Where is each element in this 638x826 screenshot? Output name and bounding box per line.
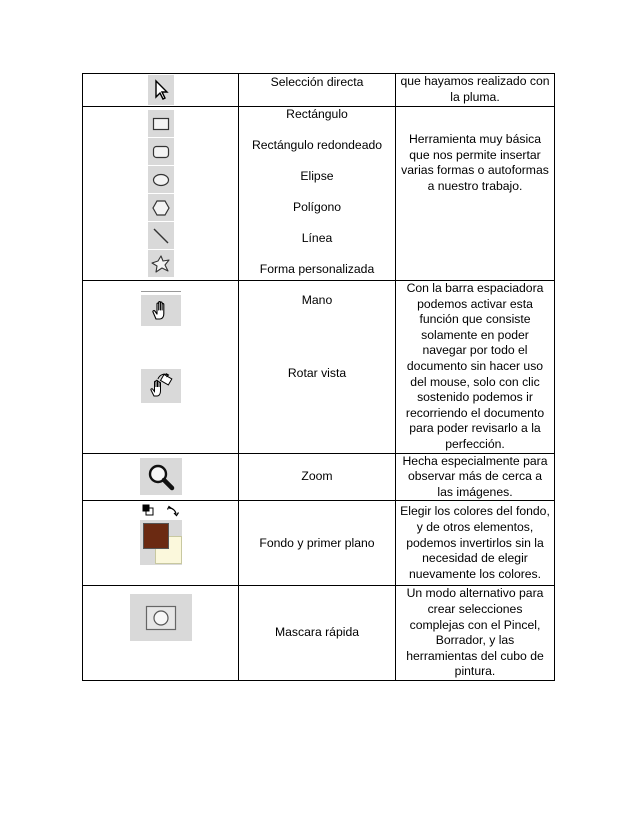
tool-description: Con la barra espaciadora podemos activar esta función que consiste solamente en poder navegar por todo el documento sin hacer uso del mouse, solo con clic sostenido podemos ir recorriendo el documento para poder revisarlo a la perfección. [405, 281, 545, 451]
table-row [83, 586, 555, 681]
quick-mask-icon [130, 594, 192, 641]
description-cell [396, 281, 555, 454]
tool-name: Rectángulo redondeado [251, 138, 383, 153]
tool-description: Hecha especialmente para observar más de cerca a las imágenes. [402, 453, 548, 499]
tool-description: Herramienta muy básica que nos permite insertar varias formas o autoformas a nuestro trabajo. [401, 132, 549, 193]
table-row [83, 501, 555, 586]
polygon-icon [148, 194, 174, 221]
tool-description: que hayamos realizado con la pluma. [400, 74, 550, 104]
tool-name: Rotar vista [287, 365, 347, 380]
default-colors-icon [142, 504, 154, 516]
hand-icon [141, 295, 181, 326]
table-row [83, 453, 555, 501]
swap-colors-icon [167, 504, 180, 517]
icon-cell [83, 281, 239, 454]
rounded-rectangle-icon [148, 138, 174, 165]
tool-name-cell [239, 501, 396, 586]
zoom-magnifier-icon [140, 458, 182, 495]
direct-selection-arrow-icon [148, 75, 174, 105]
tool-name: Mascara rápida [275, 625, 359, 640]
description-cell [396, 453, 555, 501]
tool-name: Rectángulo [286, 107, 348, 121]
icon-cell [83, 74, 239, 107]
tools-table [82, 73, 555, 681]
tool-name-cell [239, 107, 396, 281]
tool-name-cell [239, 453, 396, 501]
icon-cell [83, 107, 239, 281]
tool-name: Fondo y primer plano [259, 535, 375, 550]
line-icon [148, 222, 174, 249]
rectangle-icon [148, 110, 174, 137]
description-cell [396, 74, 555, 107]
description-cell [396, 501, 555, 586]
description-cell [396, 586, 555, 681]
tool-name: Elipse [300, 169, 334, 184]
foreground-color-swatch [143, 523, 169, 549]
description-cell [396, 107, 555, 281]
tool-name: Selección directa [270, 75, 364, 89]
custom-shape-icon [148, 250, 174, 277]
icon-cell [83, 501, 239, 586]
tool-name: Polígono [292, 200, 342, 215]
icon-cell [83, 586, 239, 681]
rotate-view-icon [141, 369, 181, 403]
tool-name: Línea [301, 231, 333, 246]
tool-name: Mano [301, 293, 333, 307]
tool-name-cell [239, 74, 396, 107]
ellipse-icon [148, 166, 174, 193]
tool-name-cell [239, 586, 396, 681]
table-row [83, 281, 555, 454]
tool-name: Forma personalizada [259, 262, 375, 277]
tool-name-cell [239, 281, 396, 454]
tool-name: Zoom [301, 469, 333, 484]
table-row [83, 107, 555, 281]
table-row [83, 74, 555, 107]
tool-description: Elegir los colores del fondo, y de otros elementos, podemos invertirlos sin la necesidad de elegir nuevamente los colores. [400, 504, 550, 581]
tool-description: Un modo alternativo para crear selecciones complejas con el Pincel, Borrador, y las herramientas del cubo de pintura. [406, 586, 544, 679]
icon-cell [83, 453, 239, 501]
